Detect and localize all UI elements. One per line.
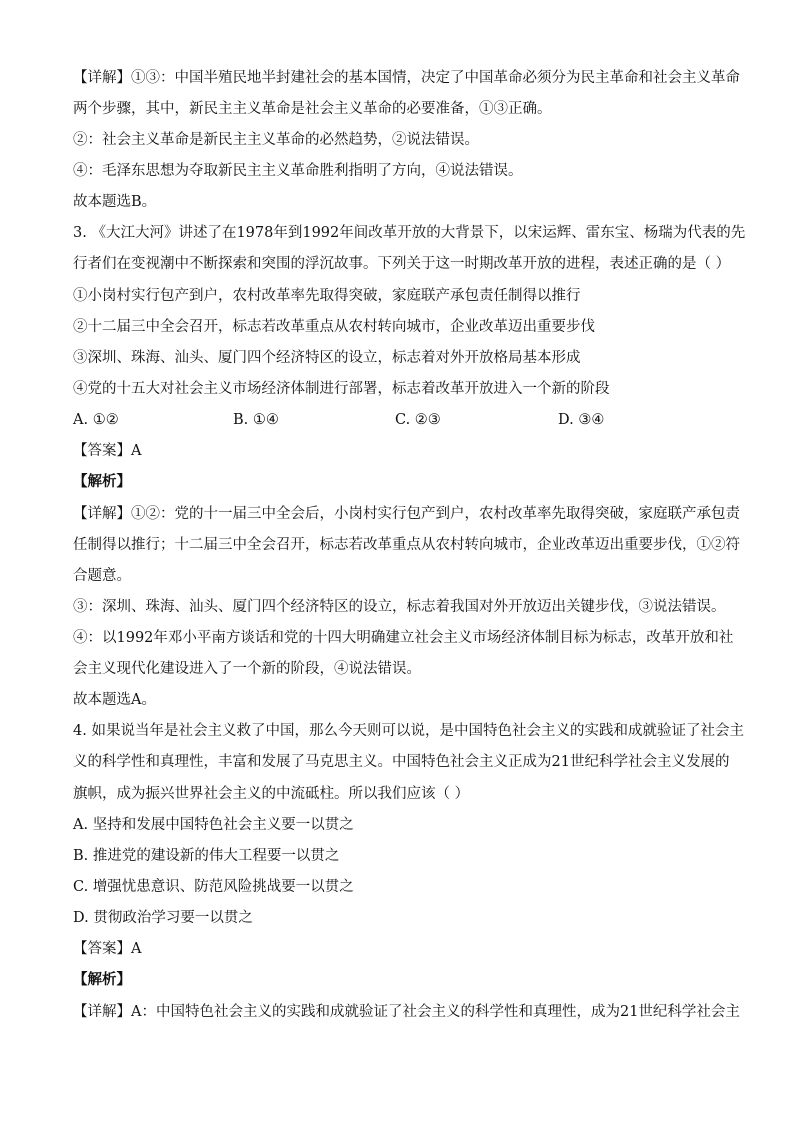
q3-detail-line-4: ③：深圳、珠海、汕头、厦门四个经济特区的设立，标志着我国对外开放迈出关键步伐，③说法错误。 (73, 599, 726, 615)
q4-option-c: C. 增强忧患意识、防范风险挑战要一以贯之 (73, 879, 354, 895)
q3-detail-line-1: 【详解】①②：党的十一届三中全会后，小岗村实行包产到户，农村改革率先取得突破，家庭联产承包责 (73, 506, 740, 522)
q4-option-b: B. 推进党的建设新的伟大工程要一以贯之 (73, 848, 340, 864)
q3-option-d: D. ③④ (558, 412, 605, 428)
q2-detail-line-4: ④：毛泽东思想为夺取新民主主义革命胜利指明了方向，④说法错误。 (73, 163, 523, 179)
q4-option-d: D. 贯彻政治学习要一以贯之 (73, 910, 253, 926)
q2-detail-line-3: ②：社会主义革命是新民主主义革命的必然趋势，②说法错误。 (73, 132, 479, 148)
q4-stem-line-1: 4. 如果说当年是社会主义救了中国，那么今天则可以说，是中国特色社会主义的实践和成就验证了社会主 (73, 723, 744, 739)
q3-option-c: C. ②③ (395, 412, 441, 428)
q3-item-1: ①小岗村实行包产到户，农村改革率先取得突破，家庭联产承包责任制得以推行 (73, 288, 581, 304)
q3-detail-line-2: 任制得以推行；十二届三中全会召开，标志若改革重点从农村转向城市，企业改革迈出重要步伐，①②符 (73, 537, 740, 553)
q4-stem-line-2: 义的科学性和真理性，丰富和发展了马克思主义。中国特色社会主义正成为21世纪科学社会主义发展的 (73, 754, 730, 770)
q3-conclusion: 故本题选A。 (73, 692, 156, 708)
q3-item-2: ②十二届三中全会召开，标志若改革重点从农村转向城市，企业改革迈出重要步伐 (73, 319, 595, 335)
q3-detail-line-3: 合题意。 (73, 568, 131, 584)
q4-detail-line-1: 【详解】A：中国特色社会主义的实践和成就验证了社会主义的科学性和真理性，成为21世纪科学社会主 (73, 1004, 740, 1020)
q2-detail-line-1: 【详解】①③：中国半殖民地半封建社会的基本国情，决定了中国革命必须分为民主革命和社会主义革命 (73, 70, 740, 86)
q2-detail-line-2: 两个步骤，其中，新民主主义革命是社会主义革命的必要准备，①③正确。 (73, 101, 552, 117)
q3-option-b: B. ①④ (233, 412, 279, 428)
q3-stem-line-2: 行者们在变视潮中不断探索和突围的浮沉故事。下列关于这一时期改革开放的进程，表述正确的是（ ） (73, 256, 731, 272)
q3-options (73, 410, 733, 430)
q4-analysis-heading: 【解析】 (73, 971, 131, 988)
q3-answer: 【答案】A (73, 443, 142, 459)
q3-detail-line-6: 会主义现代化建设进入了一个新的阶段，④说法错误。 (73, 661, 421, 677)
q4-answer: 【答案】A (73, 941, 142, 957)
q3-item-3: ③深圳、珠海、汕头、厦门四个经济特区的设立，标志着对外开放格局基本形成 (73, 350, 581, 366)
q3-analysis-heading: 【解析】 (73, 473, 131, 490)
q2-conclusion: 故本题选B。 (73, 194, 157, 210)
q4-option-a: A. 坚持和发展中国特色社会主义要一以贯之 (73, 817, 354, 833)
q3-stem-line-1: 3. 《大江大河》讲述了在1978年到1992年间改革开放的大背景下，以宋运辉、雷东宝、杨瑞为代表的先 (73, 225, 746, 241)
q3-item-4: ④党的十五大对社会主义市场经济体制进行部署，标志着改革开放进入一个新的阶段 (73, 381, 610, 397)
q3-detail-line-5: ④：以1992年邓小平南方谈话和党的十四大明确建立社会主义市场经济体制目标为标志，改革开放和社 (73, 630, 734, 646)
q3-option-a: A. ①② (73, 412, 119, 428)
q4-stem-line-3: 旗帜，成为振兴世界社会主义的中流砥柱。所以我们应该（ ） (73, 786, 470, 802)
